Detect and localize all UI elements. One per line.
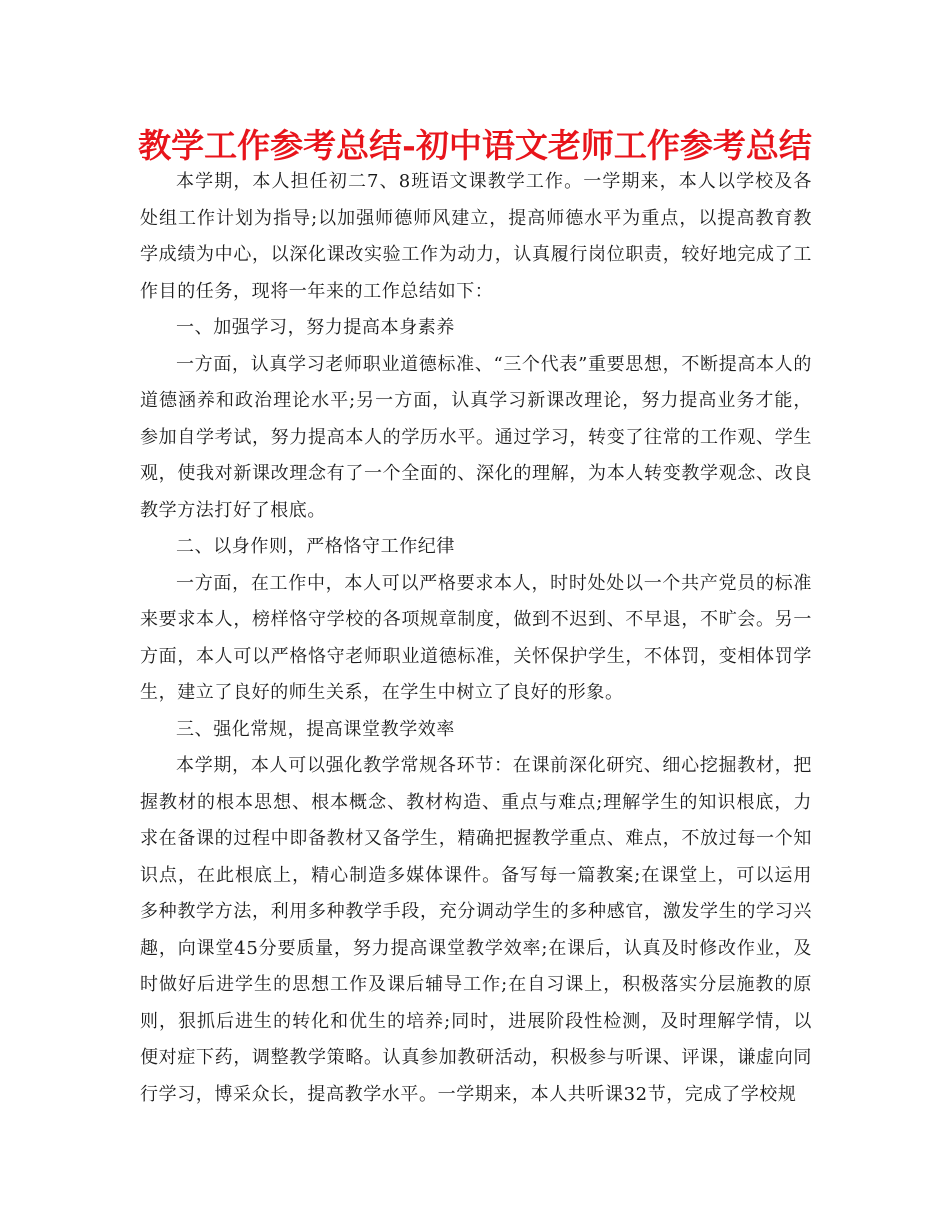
intro-paragraph: 本学期，本人担任初二7、8班语文课教学工作。一学期来，本人以学校及各处组工作计划为指导;以加强师德师风建立，提高师德水平为重点，以提高教育教学成绩为中心，以深化课改实验工作为动力，认真履行岗位职责，较好地完成了工作目的任务，现将一年来的工作总结如下： [140,171,812,302]
document-body [140,164,812,1113]
section-heading-1: 一、加强学习，努力提高本身素养 [176,317,455,338]
section-1-paragraph: 一方面，认真学习老师职业道德标准、“三个代表”重要思想，不断提高本人的道德涵养和政治理论水平;另一方面，认真学习新课改理论，努力提高业务才能，参加自学考试，努力提高本人的学历水平。通过学习，转变了往常的工作观、学生观，使我对新课改理念有了一个全面的、深化的理解，为本人转变教学观念、改良教学方法打好了根底。 [140,353,812,521]
section-2-paragraph: 一方面，在工作中，本人可以严格要求本人，时时处处以一个共产党员的标准来要求本人，榜样恪守学校的各项规章制度，做到不迟到、不早退，不旷会。另一方面，本人可以严格恪守老师职业道德标准，关怀保护学生，不体罚，变相体罚学生，建立了良好的师生关系，在学生中树立了良好的形象。 [140,572,812,703]
section-heading-3: 三、强化常规，提高课堂教学效率 [176,718,455,740]
section-heading-2: 二、以身作则，严格恪守工作纪律 [176,536,455,557]
section-3-paragraph: 本学期，本人可以强化教学常规各环节：在课前深化研究、细心挖掘教材，把握教材的根本思想、根本概念、教材构造、重点与难点;理解学生的知识根底，力求在备课的过程中即备教材又备学生，精确把握教学重点、难点，不放过每一个知识点，在此根底上，精心制造多媒体课件。备写每一篇教案;在课堂上，可以运用多种教学方法，利用多种教学手段，充分调动学生的多种感官，激发学生的学习兴趣，向课堂45分要质量，努力提高课堂教学效率;在课后，认真及时修改作业，及时做好后进学生的思想工作及课后辅导工作;在自习课上，积极落实分层施教的原则，狠抓后进生的转化和优生的培养;同时，进展阶段性检测，及时理解学情，以便对症下药，调整教学策略。认真参加教研活动，积极参与听课、评课，谦虚向同行学习，博采众长，提高教学水平。一学期来，本人共听课32节，完成了学校规 [140,755,812,1105]
document-title: 教学工作参考总结-初中语文老师工作参考总结 [138,126,812,165]
